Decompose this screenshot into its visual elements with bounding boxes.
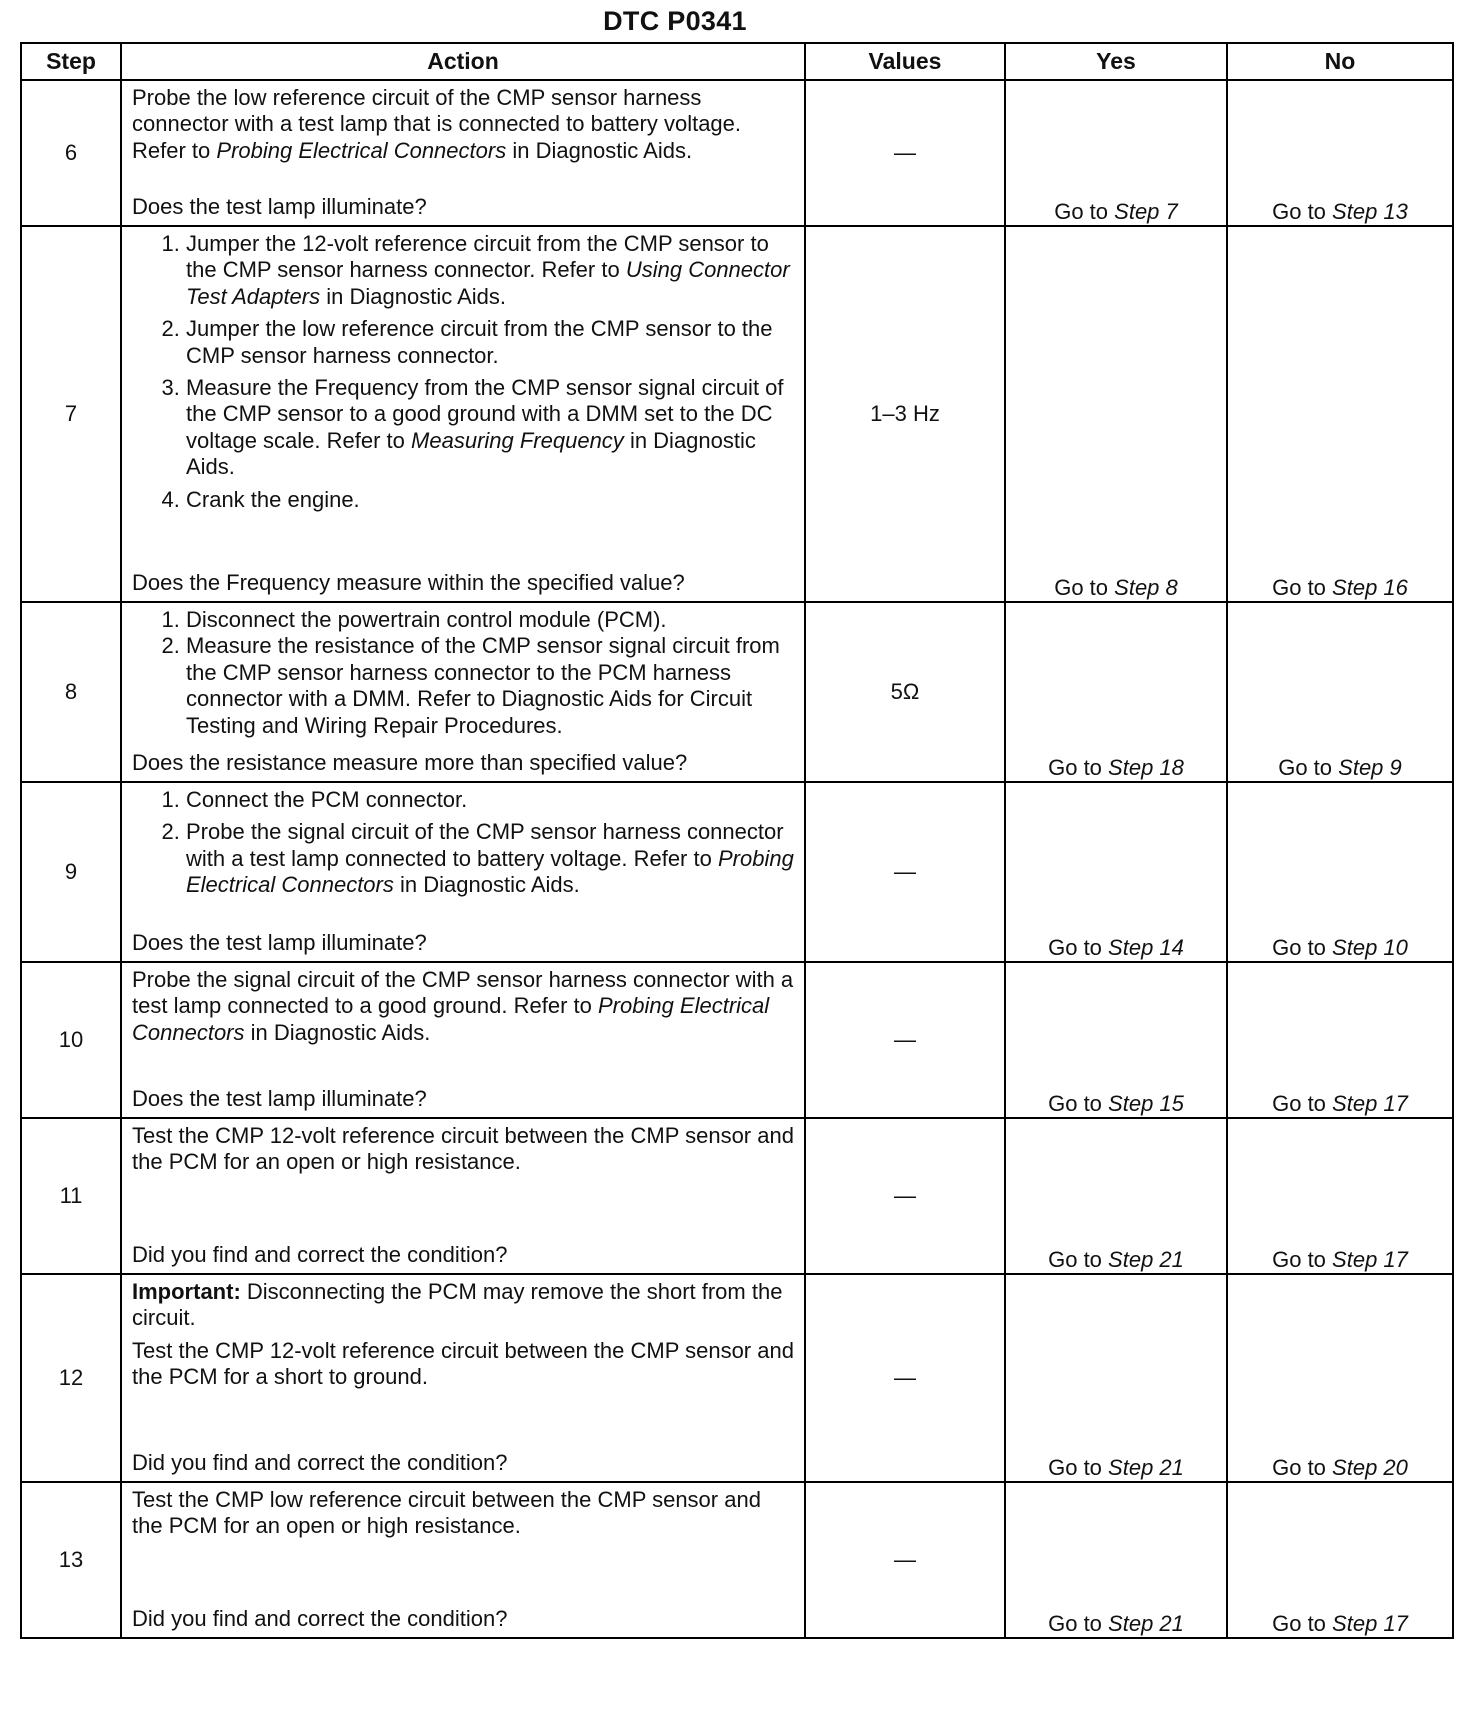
no-cell: Go to Step 13 <box>1227 80 1453 226</box>
no-cell: Go to Step 20 <box>1227 1274 1453 1482</box>
yes-step-link: Step 15 <box>1108 1090 1184 1116</box>
yes-step-link: Step 8 <box>1114 574 1178 600</box>
action-cell <box>121 1118 805 1274</box>
no-cell: Go to Step 17 <box>1227 1118 1453 1274</box>
header-action: Action <box>121 43 805 80</box>
action-cell <box>121 1482 805 1638</box>
action-steps-list <box>132 231 794 513</box>
header-yes: Yes <box>1005 43 1227 80</box>
action-question: Did you find and correct the condition? <box>132 1241 508 1267</box>
action-cell <box>121 226 805 602</box>
list-item: 2. Jumper the low reference circuit from the CMP sensor to the CMP sensor harness connector. <box>186 316 794 369</box>
action-steps-list <box>132 607 794 739</box>
action-question: Does the test lamp illuminate? <box>132 1085 427 1111</box>
action-question: Does the test lamp illuminate? <box>132 193 427 219</box>
header-step: Step <box>21 43 121 80</box>
yes-cell: Go to Step 15 <box>1005 962 1227 1118</box>
action-cell <box>121 602 805 782</box>
no-cell: Go to Step 17 <box>1227 1482 1453 1638</box>
list-item: 1. Jumper the 12-volt reference circuit from the CMP sensor to the CMP sensor harness connector. Refer to Using Connector Test Adapters in Diagnostic Aids. <box>186 231 794 310</box>
step-number: 11 <box>21 1118 121 1274</box>
step-number: 6 <box>21 80 121 226</box>
value-cell: 5Ω <box>805 602 1005 782</box>
list-item: 3. Measure the Frequency from the CMP sensor signal circuit of the CMP sensor to a good ground with a DMM set to the DC voltage scale. Refer to Measuring Frequency in Diagnostic Aids. <box>186 375 794 481</box>
table-row <box>21 1274 1453 1482</box>
no-step-link: Step 17 <box>1332 1090 1408 1116</box>
list-item: 4. Crank the engine. <box>186 487 794 513</box>
list-item: 2. Probe the signal circuit of the CMP sensor harness connector with a test lamp connected to battery voltage. Refer to Probing Electrical Connectors in Diagnostic Aids. <box>186 819 794 898</box>
reference-link: Measuring Frequency <box>411 427 624 453</box>
value-cell: — <box>805 1482 1005 1638</box>
yes-step-link: Step 21 <box>1108 1454 1184 1480</box>
value-cell: 1–3 Hz <box>805 226 1005 602</box>
action-text: Test the CMP low reference circuit between the CMP sensor and the PCM for an open or high resistance. <box>132 1487 761 1539</box>
action-cell <box>121 962 805 1118</box>
value-cell: — <box>805 962 1005 1118</box>
action-text: Probe the signal circuit of the CMP sensor harness connector with a test lamp connected to a good ground. Refer to Probing Electrical Connectors in Diagnostic Aids. <box>132 967 794 1045</box>
value-cell: — <box>805 1118 1005 1274</box>
action-question: Did you find and correct the condition? <box>132 1449 508 1475</box>
yes-cell: Go to Step 7 <box>1005 80 1227 226</box>
important-note: Important: Disconnecting the PCM may remove the short from the circuit. <box>132 1279 783 1331</box>
action-question: Does the test lamp illuminate? <box>132 929 427 955</box>
yes-cell: Go to Step 8 <box>1005 226 1227 602</box>
action-steps-list <box>132 787 794 899</box>
reference-link: Probing Electrical Connectors <box>186 845 794 898</box>
yes-cell: Go to Step 21 <box>1005 1482 1227 1638</box>
no-step-link: Step 16 <box>1332 574 1408 600</box>
reference-link: Probing Electrical Connectors <box>216 137 507 163</box>
yes-step-link: Step 18 <box>1108 754 1184 780</box>
step-number: 12 <box>21 1274 121 1482</box>
step-number: 9 <box>21 782 121 962</box>
important-label: Important: <box>132 1279 241 1304</box>
no-cell: Go to Step 17 <box>1227 962 1453 1118</box>
header-no: No <box>1227 43 1453 80</box>
action-question: Does the resistance measure more than specified value? <box>132 749 688 775</box>
reference-link: Using Connector Test Adapters <box>186 257 790 309</box>
no-cell: Go to Step 10 <box>1227 782 1453 962</box>
yes-cell: Go to Step 21 <box>1005 1118 1227 1274</box>
page-title: DTC P0341 <box>603 6 747 36</box>
yes-step-link: Step 14 <box>1108 934 1184 960</box>
no-cell: Go to Step 9 <box>1227 602 1453 782</box>
step-number: 10 <box>21 962 121 1118</box>
table-row <box>21 226 1453 602</box>
table-row <box>21 1118 1453 1274</box>
no-step-link: Step 10 <box>1332 934 1408 960</box>
list-item: 2. Measure the resistance of the CMP sensor signal circuit from the CMP sensor harness connector to the PCM harness connector with a DMM. Refer to Diagnostic Aids for Circuit Testing and Wiring Repair Procedures. <box>186 633 794 739</box>
list-item: 1. Connect the PCM connector. <box>186 787 794 813</box>
yes-cell: Go to Step 18 <box>1005 602 1227 782</box>
table-row <box>21 1482 1453 1638</box>
table-row <box>21 602 1453 782</box>
header-values: Values <box>805 43 1005 80</box>
action-cell <box>121 80 805 226</box>
yes-cell: Go to Step 21 <box>1005 1274 1227 1482</box>
action-cell <box>121 1274 805 1482</box>
value-cell: — <box>805 782 1005 962</box>
table-header-row <box>21 43 1453 80</box>
action-question: Does the Frequency measure within the specified value? <box>132 569 685 595</box>
list-item: 1. Disconnect the powertrain control module (PCM). <box>186 607 794 633</box>
value-cell: — <box>805 1274 1005 1482</box>
action-cell <box>121 782 805 962</box>
yes-step-link: Step 7 <box>1114 198 1178 224</box>
action-text: Test the CMP 12-volt reference circuit between the CMP sensor and the PCM for an open or high resistance. <box>132 1123 794 1175</box>
no-step-link: Step 17 <box>1332 1610 1408 1636</box>
no-step-link: Step 9 <box>1338 754 1402 780</box>
action-question: Did you find and correct the condition? <box>132 1605 508 1631</box>
step-number: 8 <box>21 602 121 782</box>
yes-step-link: Step 21 <box>1108 1246 1184 1272</box>
action-text: Test the CMP 12-volt reference circuit between the CMP sensor and the PCM for a short to ground. <box>132 1337 794 1390</box>
action-text: Probe the low reference circuit of the CMP sensor harness connector with a test lamp that is connected to battery voltage. Refer to Probing Electrical Connectors in Diagnostic Aids. <box>132 85 742 163</box>
no-cell: Go to Step 16 <box>1227 226 1453 602</box>
table-row <box>21 962 1453 1118</box>
step-number: 13 <box>21 1482 121 1638</box>
table-row <box>21 80 1453 226</box>
no-step-link: Step 13 <box>1332 198 1408 224</box>
table-row <box>21 782 1453 962</box>
diagnostic-table <box>20 42 1454 1639</box>
step-number: 7 <box>21 226 121 602</box>
no-step-link: Step 20 <box>1332 1454 1408 1480</box>
reference-link: Probing Electrical Connectors <box>132 993 770 1045</box>
yes-cell: Go to Step 14 <box>1005 782 1227 962</box>
no-step-link: Step 17 <box>1332 1246 1408 1272</box>
value-cell: — <box>805 80 1005 226</box>
yes-step-link: Step 21 <box>1108 1610 1184 1636</box>
